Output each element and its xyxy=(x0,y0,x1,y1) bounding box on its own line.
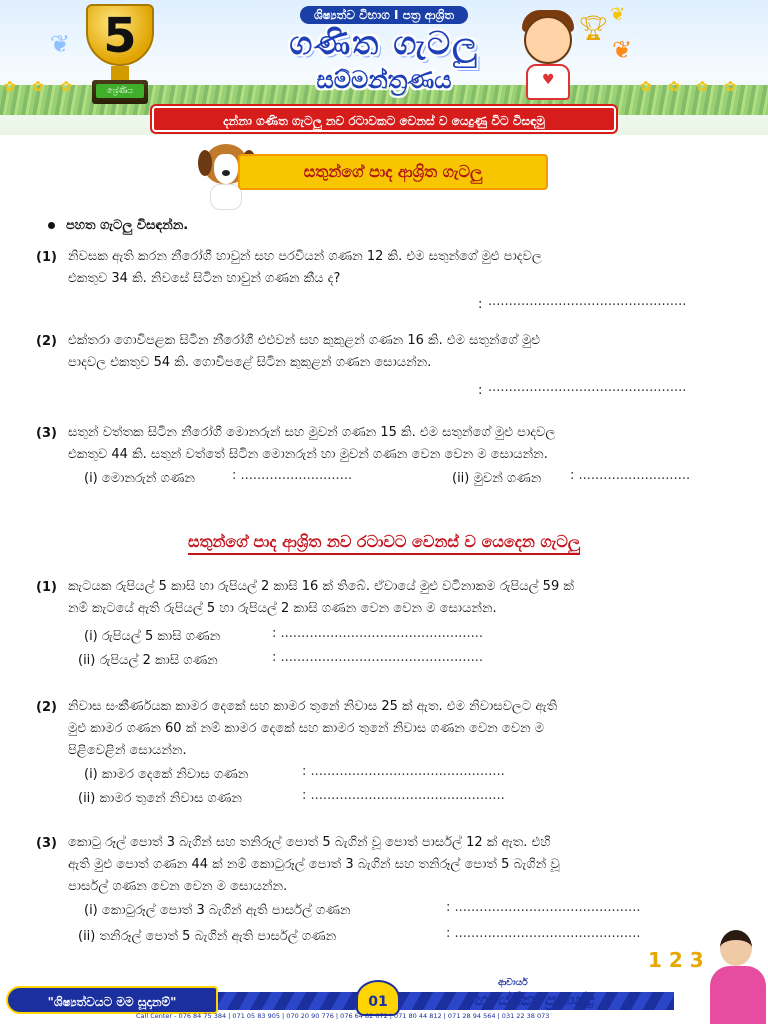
question-text: එකතුව 44 කි. සතුන් වත්තේ සිටින මොනරුන් හා මුවන් ගණන වෙන වෙන ම සොයන්න. xyxy=(68,447,548,462)
bullet-icon xyxy=(48,222,55,229)
butterfly-icon: ❦ xyxy=(612,36,633,64)
question-text: පාදවල එකතුව 54 කි. ගොවිපළේ සිටින කුකුළන් ගණන සොයන්න. xyxy=(68,355,432,370)
sub-question-label: (ii) මුවන් ගණන xyxy=(452,471,542,486)
page-title: ගණිත ගැටලු xyxy=(289,24,479,62)
answer-line[interactable]: ................................................ xyxy=(488,380,687,395)
grade-label: ශ්‍රේණිය xyxy=(96,84,144,98)
teacher-name: හයේශිකා ප්‍රනාන්දු xyxy=(474,990,594,1009)
answer-line[interactable]: ................................................ xyxy=(488,294,687,309)
answer-line[interactable]: : ............................................... xyxy=(302,788,505,803)
sub-question-label: (i) කොටුරූල් පොත් 3 බැගින් ඇති පාර්සල් ගණන xyxy=(84,903,351,918)
question-text: පිළිවෙළින් සොයන්න. xyxy=(68,743,187,758)
question-number: (3) xyxy=(36,426,57,441)
question-text: නම් කැටයේ ඇති රුපියල් 5 හා රුපියල් 2 කාසි ගණන වෙන වෙන ම සොයන්න. xyxy=(68,601,497,616)
butterfly-icon: ❦ xyxy=(610,4,626,25)
question-number: (1) xyxy=(36,580,57,595)
question-text: පාර්සල් ගණන වෙන වෙන ම සොයන්න. xyxy=(68,879,288,894)
question-number: (2) xyxy=(36,334,57,349)
sub-question-label: (i) රුපියල් 5 කාසි ගණන xyxy=(84,629,221,644)
call-center-text: Call Center - 076 84 75 384 | 071 05 83 905 | 070 20 90 776 | 076 64 82 072 | 071 80 44 812 | 071 28 94 564 | 031 22 38 073 xyxy=(136,1012,550,1020)
teacher-portrait xyxy=(706,926,768,1024)
trophy-icon: 🏆︎ xyxy=(578,14,609,42)
question-number: (3) xyxy=(36,836,57,851)
sub-question-label: (ii) රුපියල් 2 කාසි ගණන xyxy=(78,653,218,668)
question-text: මුළු කාමර ගණන 60 ක් නම් කාමර දෙකේ සහ කාමර තුනේ නිවාස ගණන වෙන වෙන ම xyxy=(68,721,545,736)
question-number: (1) xyxy=(36,250,57,265)
sub-question-label: (ii) තනිරූල් පොත් 5 බැගින් ඇති පාර්සල් ගණන xyxy=(78,929,337,944)
sub-question-label: (i) කාමර දෙකේ නිවාස ගණන xyxy=(84,767,249,782)
boy-cartoon-icon xyxy=(506,6,609,106)
answer-line[interactable]: : ............................................... xyxy=(302,764,505,779)
page-number-badge: 01 xyxy=(356,980,400,1016)
department-badge: ශිෂ්‍යත්ව විභාග I පත්‍ර ආශ්‍රිත xyxy=(0,4,768,23)
teacher-title: ආචාර්ය xyxy=(498,978,528,988)
tagline-banner: දන්නා ගණිත ගැටලු නව රටාවකට වෙනස් ව යෙදුණු විට විසඳමු xyxy=(152,106,616,132)
question-text: කොටු රූල් පොත් 3 බැගින් සහ තනිරූල් පොත් 5 බැගින් වූ පොත් පාර්සල් 12 ක් ඇත. එහි xyxy=(68,835,551,850)
sub-question-label: (i) මොනරුන් ගණන xyxy=(84,471,195,486)
answer-line[interactable]: : ............................................. xyxy=(446,900,641,915)
heart-icon: ♥ xyxy=(542,72,555,88)
flower-icon: ✿ ✿ ✿ ✿ xyxy=(640,79,743,95)
question-text: කැටයක රුපියල් 5 කාසි හා රුපියල් 2 කාසි 16 ක් තිබේ. ඒවායේ මුළු වටිනාකම රුපියල් 59 ක් xyxy=(68,579,574,594)
answer-line[interactable]: : ........................... xyxy=(232,468,353,483)
section2-banner: සතුන්ගේ පාද ආශ්‍රිත නව රටාවට වෙනස් ව යෙදෙන ගැටලු xyxy=(0,532,768,552)
footer-stripe xyxy=(214,992,674,1010)
question-text: එක්තරා ගොවිපළක සිටින නීරෝගී එළුවන් සහ කුකුළන් ගණන 16 කි. එම සතුන්ගේ මුළු xyxy=(68,333,541,348)
footer-slogan: "ශිෂ්‍යත්වයට මම සූදානම්" xyxy=(6,986,218,1014)
question-text: නිවාස සංකීර්ණයක කාමර දෙකේ සහ කාමර තුනේ නිවාස 25 ක් ඇත. එම නිවාසවලට ඇති xyxy=(68,699,558,714)
sub-question-label: (ii) කාමර තුනේ නිවාස ගණන xyxy=(78,791,242,806)
grade-number: 5 xyxy=(103,8,137,64)
question-text: එකතුව 34 කි. නිවසේ සිටින හාවුන් ගණන කීය ද? xyxy=(68,271,341,286)
question-number: (2) xyxy=(36,700,57,715)
instruction-text: පහත ගැටලු විසඳන්න. xyxy=(66,218,189,233)
answer-line[interactable]: : ................................................. xyxy=(272,650,483,665)
answer-line[interactable]: : ................................................. xyxy=(272,626,483,641)
numbers-decoration: 1 2 3 xyxy=(648,948,704,972)
flower-icon: ✿ ✿ ✿ xyxy=(4,79,79,95)
answer-line[interactable]: : ............................................. xyxy=(446,926,641,941)
page-subtitle: සම්මන්ත්‍රණය xyxy=(316,66,452,94)
answer-prefix: : xyxy=(478,297,483,312)
butterfly-icon: ❦ xyxy=(50,30,71,58)
question-text: ඇති මුළු පොත් ගණන 44 ක් නම් කොටුරූල් පොත් 3 බැගින් සහ තනිරූල් පොත් 5 බැගින් වූ xyxy=(68,857,560,872)
answer-prefix: : xyxy=(478,383,483,398)
section1-banner: සතුන්ගේ පාද ආශ්‍රිත ගැටලු xyxy=(238,154,548,190)
answer-line[interactable]: : ........................... xyxy=(570,468,691,483)
question-text: සතුන් වත්තක සිටින නීරෝගී මොනරුන් සහ මුවන් ගණන 15 කි. එම සතුන්ගේ මුළු පාදවල xyxy=(68,425,556,440)
question-text: නිවසක ඇති කරන නීරෝගී හාවුන් සහ පරවියන් ගණන 12 කි. එම සතුන්ගේ මුළු පාදවල xyxy=(68,249,542,264)
